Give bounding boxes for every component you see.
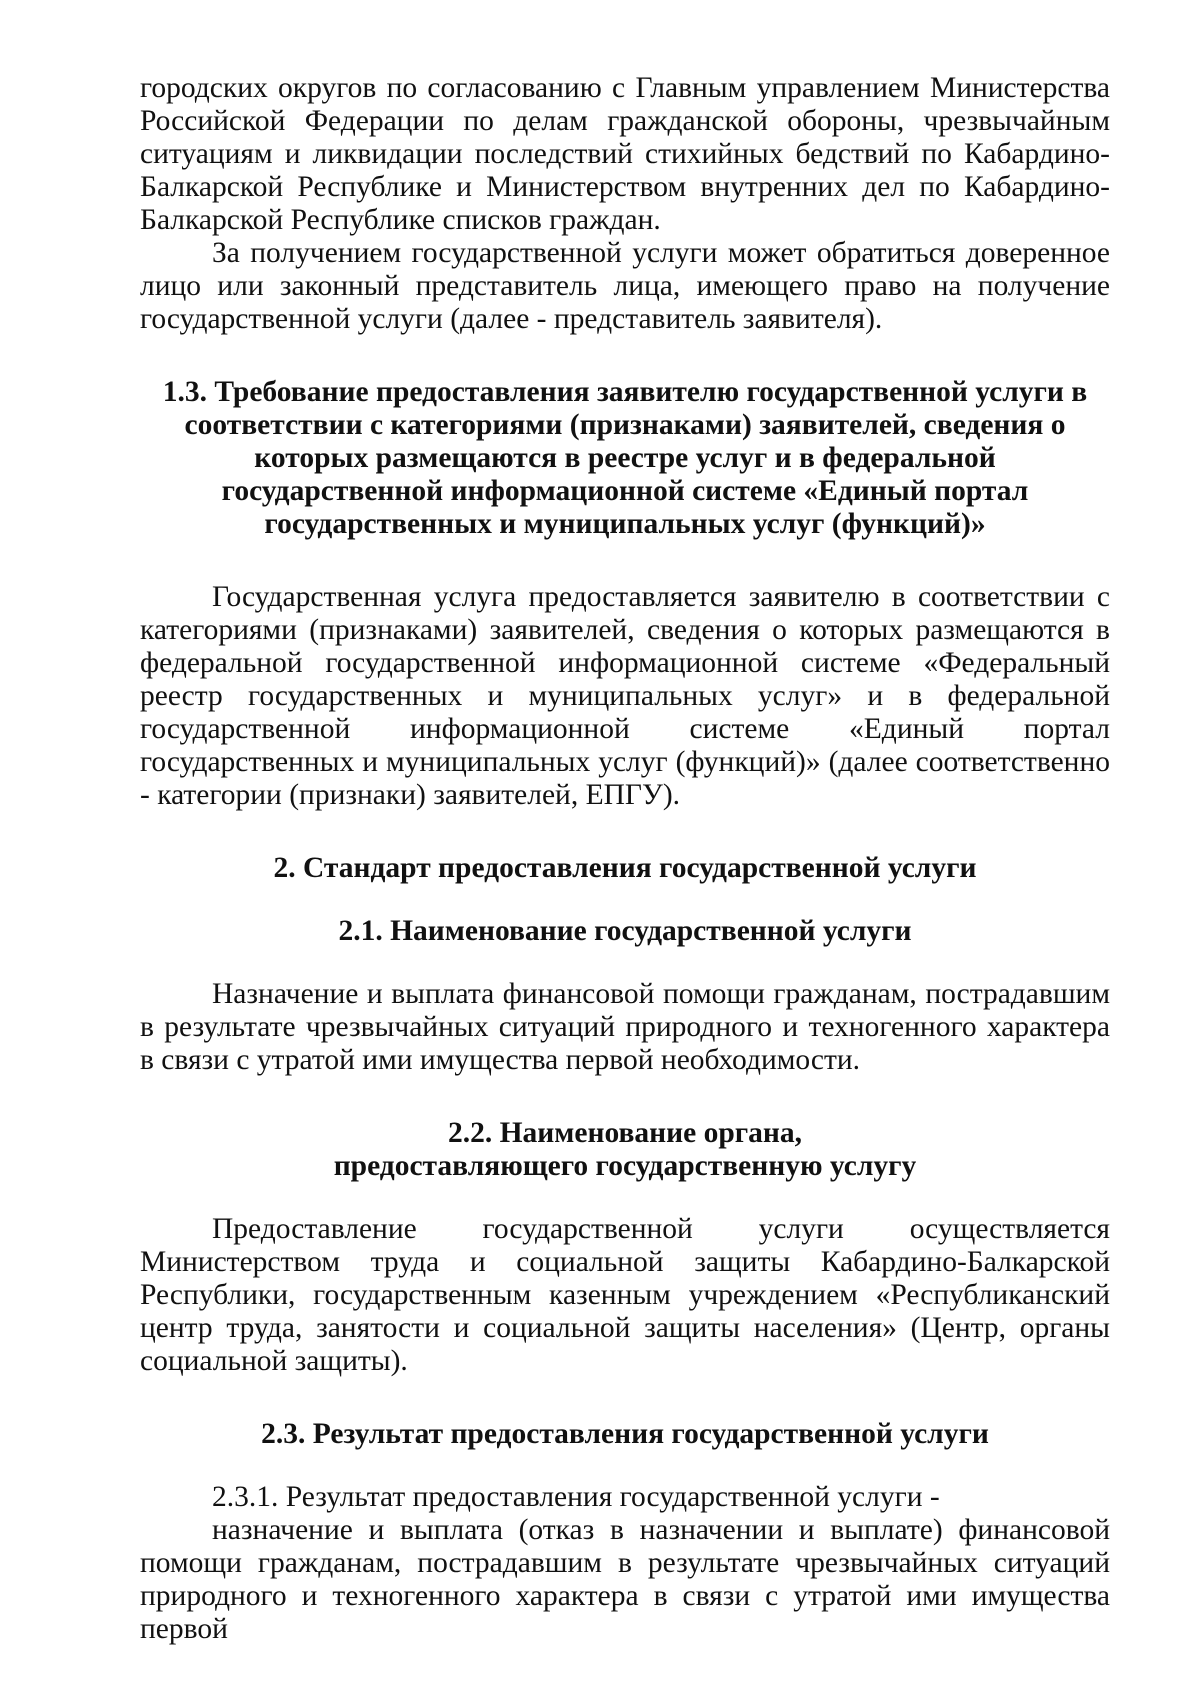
- heading-2: 2. Стандарт предоставления государственной услуги: [273, 852, 977, 884]
- paragraph-intro: городских округов по согласованию с Главным управлением Министерства Российской Федерации по делам гражданской обороны, чрезвычайным ситуациям и ликвидации последствий стихийных бедствий по Кабардино-Балкарской Республике и Министерством внутренних дел по Кабардино-Балкарской Республике списков граждан.: [140, 72, 1110, 236]
- heading-1-3: 1.3. Требование предоставления заявителю государственной услуги в соответствии с категориями (признаками) заявителей, сведения о которых размещаются в реестре услуг и в федеральной государственной информационной системе «Единый портал государственных и муниципальных услуг (функций)»: [162, 376, 1088, 540]
- heading-2-2-line1: 2.2. Наименование органа,: [447, 1117, 803, 1149]
- paragraph-2-2: Предоставление государственной услуги осуществляется Министерством труда и социальной защиты Кабардино-Балкарской Республики, государственным казенным учреждением «Республиканский центр труда, занятости и социальной защиты населения» (Центр, органы социальной защиты).: [140, 1213, 1110, 1377]
- heading-2-3: 2.3. Результат предоставления государственной услуги: [261, 1418, 989, 1450]
- heading-2-1: 2.1. Наименование государственной услуги: [338, 915, 912, 947]
- paragraph-1-3: Государственная услуга предоставляется заявителю в соответствии с категориями (признаками) заявителей, сведения о которых размещаются в федеральной государственной информационной системе «Федеральный реестр государственных и муниципальных услуг» и в федеральной государственной информационной системе «Единый портал государственных и муниципальных услуг (функций)» (далее соответственно - категории (признаки) заявителей, ЕПГУ).: [140, 581, 1110, 811]
- heading-2-2-line2: предоставляющего государственную услугу: [333, 1150, 917, 1182]
- paragraph-representative: За получением государственной услуги может обратиться доверенное лицо или законный представитель лица, имеющего право на получение государственной услуги (далее - представитель заявителя).: [140, 237, 1110, 335]
- paragraph-2-3-1: 2.3.1. Результат предоставления государственной услуги -: [212, 1481, 940, 1513]
- paragraph-2-1: Назначение и выплата финансовой помощи гражданам, пострадавшим в результате чрезвычайных ситуаций природного и техногенного характера в связи с утратой ими имущества первой необходимости.: [140, 978, 1110, 1076]
- paragraph-2-3-1-continued: назначение и выплата (отказ в назначении и выплате) финансовой помощи гражданам, пострадавшим в результате чрезвычайных ситуаций природного и техногенного характера в связи с утратой ими имущества первой: [140, 1514, 1110, 1645]
- document-page: [140, 72, 1110, 1646]
